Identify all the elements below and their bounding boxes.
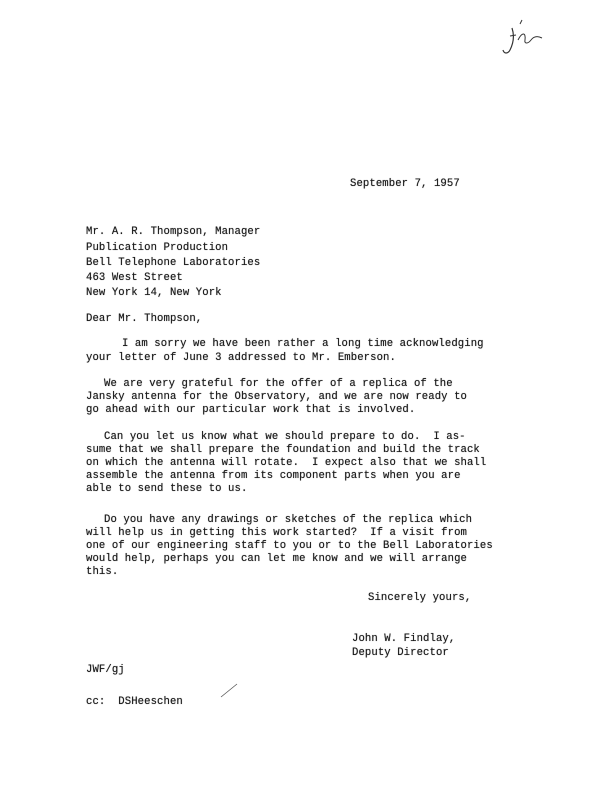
body-line: your letter of June 3 addressed to Mr. Emberson. [86, 352, 396, 364]
signature-name: John W. Findlay, [352, 633, 456, 645]
salutation: Dear Mr. Thompson, [86, 313, 203, 325]
address-line: New York 14, New York [86, 287, 222, 299]
body-line: Can you let us know what we should prepare to do. I as- [104, 431, 466, 443]
address-line: Publication Production [86, 242, 229, 254]
body-line: on which the antenna will rotate. I expect also that we shall [86, 457, 487, 469]
body-line: this. [86, 566, 119, 578]
body-line: assemble the antenna from its component parts when you are [86, 470, 461, 482]
letter-date: September 7, 1957 [350, 178, 460, 190]
address-line: 463 West Street [86, 272, 183, 284]
closing: Sincerely yours, [368, 592, 472, 604]
reference-initials: JWF/gj [86, 664, 125, 676]
cc-line: cc: DSHeeschen [86, 696, 183, 708]
body-line: go ahead with our particular work that is involved. [86, 404, 416, 416]
body-line: Do you have any drawings or sketches of the replica which [104, 514, 473, 526]
handwritten-initials [498, 14, 558, 64]
body-line: able to send these to us. [86, 483, 248, 495]
address-line: Mr. A. R. Thompson, Manager [86, 226, 261, 238]
body-line: would help, perhaps you can let me know and we will arrange [86, 553, 467, 565]
signature-title: Deputy Director [352, 647, 449, 659]
body-line: one of our engineering staff to you or to the Bell Laboratories [86, 540, 493, 552]
address-line: Bell Telephone Laboratories [86, 257, 261, 269]
body-line: Jansky antenna for the Observatory, and we are now ready to [86, 391, 467, 403]
body-line: will help us in getting this work started? If a visit from [86, 527, 467, 539]
body-line: I am sorry we have been rather a long time acknowledging [122, 338, 484, 350]
pen-stroke-mark [218, 680, 242, 700]
body-line: sume that we shall prepare the foundation and build the track [86, 444, 480, 456]
body-line: We are very grateful for the offer of a replica of the [104, 378, 453, 390]
